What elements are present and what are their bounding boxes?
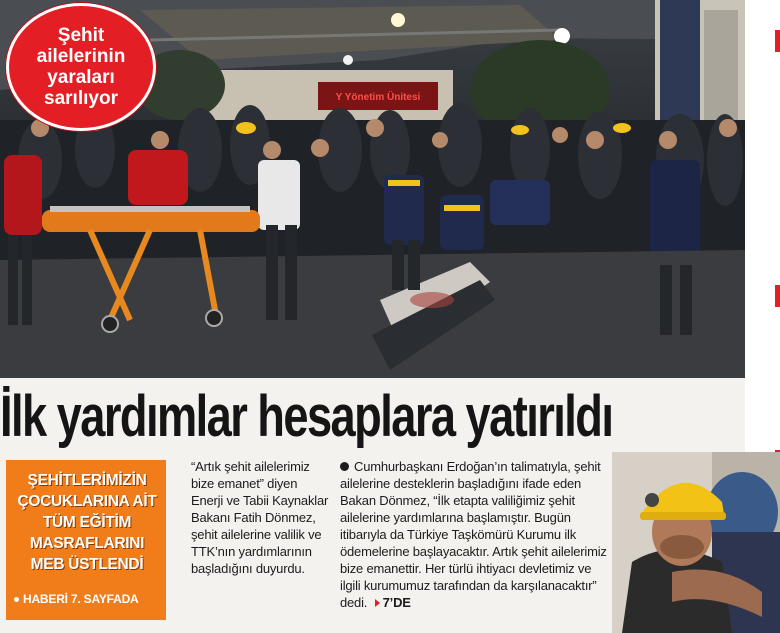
related-news-box[interactable]	[6, 460, 166, 620]
edge-red-mark	[775, 285, 780, 307]
edge-red-mark	[775, 30, 780, 52]
building-sign: Y Yönetim Ünitesi	[335, 92, 421, 103]
main-headline: İlk yardımlar hesaplara yatırıldı	[0, 384, 613, 449]
bullet-dot-icon	[14, 597, 19, 602]
related-news-ref: HABERİ 7. SAYFADA	[23, 592, 139, 606]
miner-photo	[612, 452, 780, 633]
badge-text: Şehit ailelerinin yaraları sarılıyor	[36, 25, 126, 109]
page-reference[interactable]	[371, 595, 411, 610]
related-news-footer[interactable]	[14, 592, 160, 606]
page-reference-label: 7’DE	[382, 595, 411, 610]
bullet-dot-icon	[340, 462, 349, 471]
article-main-column	[340, 458, 608, 611]
red-triangle-arrow-icon	[375, 599, 380, 607]
article-quote-column: “Artık şehit ailelerimiz bize emanet” diyen Enerji ve Tabii Kaynaklar Bakanı Fatih Dönmez, şehit ailelerine valilik ve TTK’nın yardımlarının başladığını duyurdu.	[191, 459, 329, 576]
related-news-title: ŞEHİTLERİMİZİN ÇOCUKLARINA AİT TÜM EĞİTİM MASRAFLARINI MEB ÜSTLENDİ	[17, 472, 157, 573]
headline-badge	[6, 3, 156, 131]
article-main-text: Cumhurbaşkanı Erdoğan’ın talimatıyla, şehit ailelerine desteklerin başladığını ifade eden Bakan Dönmez, “İlk etapta valiliğimiz şehit ailelerine yardımlarına başlamıştır. Bugün itibarıyla da Türkiye Taşkömürü Kurumu ilk ödemelerine başlayacaktır. Artık şehit ailelerimiz bize emanettir. Her türlü ihtiyacı devletimiz ve ilgili kurumumuz tarafından da karşılanacaktır” dedi.	[340, 459, 607, 610]
miner-illustration	[612, 452, 780, 633]
